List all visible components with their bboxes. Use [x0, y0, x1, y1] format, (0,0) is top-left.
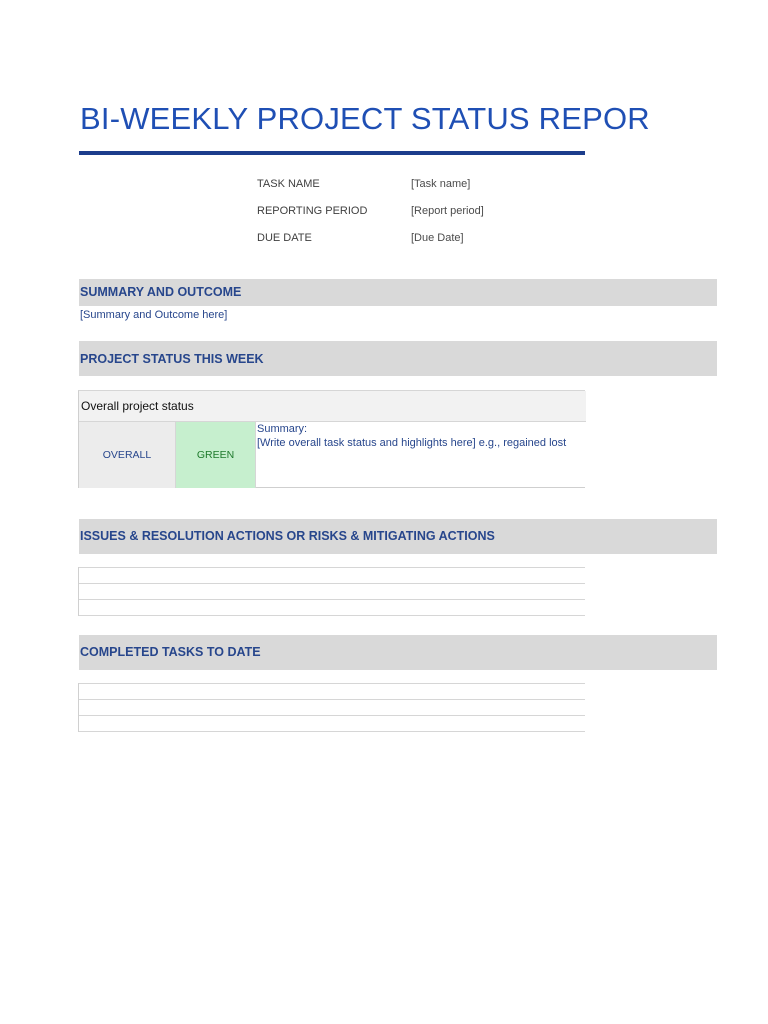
status-summary-cell[interactable]: [256, 422, 586, 488]
task-name-label: TASK NAME: [257, 178, 320, 190]
completed-section-heading: COMPLETED TASKS TO DATE: [80, 645, 261, 659]
overall-status-table: [78, 390, 585, 488]
summary-section-heading: SUMMARY AND OUTCOME: [80, 285, 242, 299]
status-summary-text: [Write overall task status and highlights here] e.g., regained lost: [257, 437, 567, 449]
overall-status-table-header: [79, 391, 586, 422]
status-summary-label: Summary:: [257, 423, 308, 435]
overall-label-cell: OVERALL: [79, 422, 176, 488]
status-section-heading: PROJECT STATUS THIS WEEK: [80, 352, 264, 366]
summary-outcome-text[interactable]: [Summary and Outcome here]: [80, 309, 228, 321]
overall-status-heading: Overall project status: [81, 399, 194, 413]
reporting-period-label: REPORTING PERIOD: [257, 205, 368, 217]
completed-tasks-table: [78, 683, 585, 732]
table-row[interactable]: [79, 583, 585, 599]
task-name-value[interactable]: [Task name]: [411, 178, 471, 190]
issues-section-heading: ISSUES & RESOLUTION ACTIONS OR RISKS & MITIGATING ACTIONS: [80, 529, 495, 543]
table-row[interactable]: [79, 715, 585, 732]
table-row[interactable]: [79, 599, 585, 616]
issues-table: [78, 567, 585, 616]
status-indicator-cell[interactable]: GREEN: [176, 422, 256, 488]
due-date-label: DUE DATE: [257, 232, 312, 244]
report-title: BI-WEEKLY PROJECT STATUS REPOR: [80, 101, 650, 136]
table-row[interactable]: [79, 683, 585, 699]
table-row[interactable]: [79, 567, 585, 583]
title-underline: [79, 151, 585, 155]
reporting-period-value[interactable]: [Report period]: [411, 205, 484, 217]
due-date-value[interactable]: [Due Date]: [411, 232, 464, 244]
table-row[interactable]: [79, 699, 585, 715]
